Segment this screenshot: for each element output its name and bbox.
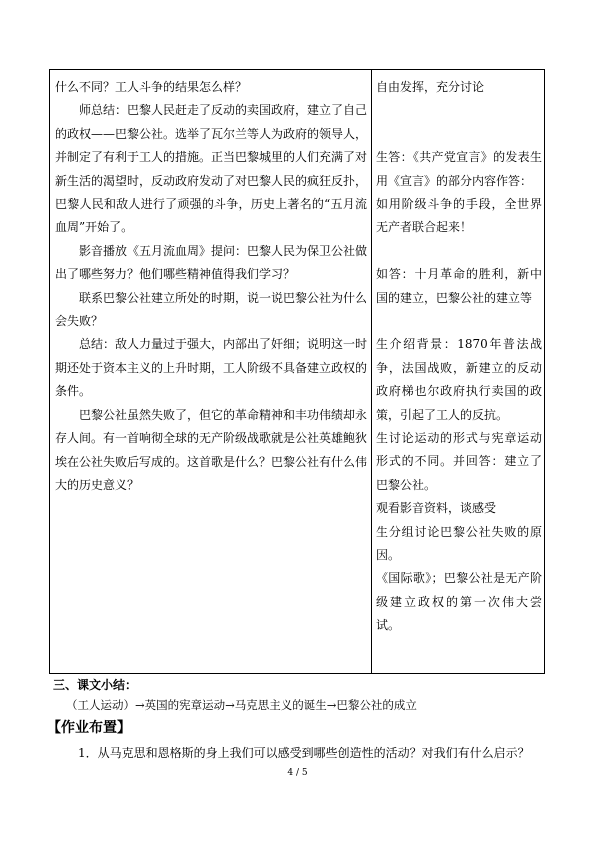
homework-heading: 【作业布置】 bbox=[47, 720, 131, 736]
lesson-table bbox=[49, 69, 545, 674]
right-paragraph: 生介绍背景：1870年普法战争，法国战败，新建立的反动政府梯也尔政府执行卖国的政策，引起了工人的反抗。 bbox=[376, 337, 542, 422]
spacer bbox=[376, 310, 542, 333]
right-paragraph: 如答：十月革命的胜利，新中国的建立，巴黎公社的建立等 bbox=[376, 267, 542, 305]
column-divider bbox=[371, 70, 372, 673]
spacer bbox=[376, 240, 542, 263]
left-paragraph: 巴黎公社虽然失败了，但它的革命精神和丰功伟绩却永存人间。有一首响彻全球的无产阶级战歌就是公社英雄鲍狄埃在公社失败后写成的。这首歌是什么？巴黎公社有什么伟大的历史意义？ bbox=[55, 407, 368, 492]
summary-title: 三、课文小结： bbox=[53, 678, 138, 692]
right-paragraph: 生讨论运动的形式与宪章运动形式的不同。并回答：建立了巴黎公社。 bbox=[376, 431, 542, 492]
spacer bbox=[376, 99, 542, 122]
teacher-activity-column bbox=[55, 76, 367, 497]
summary-text: （工人运动）→英国的宪章运动→马克思主义的诞生→巴黎公社的成立 bbox=[66, 698, 417, 712]
right-paragraph: 如用阶级斗争的手段，全世界无产者联合起来！ bbox=[376, 197, 542, 235]
left-paragraph: 总结：敌人力量过于强大，内部出了奸细；说明这一时期还处于资本主义的上升时期，工人阶级不具备建立政权的条件。 bbox=[55, 337, 368, 399]
page-number: 4 / 5 bbox=[287, 768, 308, 778]
homework-item: 1．从马克思和恩格斯的身上我们可以感受到哪些创造性的活动？对我们有什么启示？ bbox=[78, 746, 530, 760]
spacer bbox=[376, 123, 542, 146]
right-paragraph: 生分组讨论巴黎公社失败的原因。 bbox=[376, 524, 542, 563]
right-paragraph: 生答：《共产党宣言》的发表生用《宣言》的部分内容作答： bbox=[376, 150, 542, 188]
left-paragraph: 师总结：巴黎人民赶走了反动的卖国政府，建立了自己的政权——巴黎公社。选举了瓦尔兰等人为政府的领导人，并制定了有利于工人的措施。正当巴黎城里的人们充满了对新生活的渴望时，反动政府发动了对巴黎人民的疯狂反扑，巴黎人民和敌人进行了顽强的斗争，历史上著名的“五月流血周”开始了。 bbox=[55, 103, 368, 235]
left-paragraph: 什么不同？工人斗争的结果怎么样？ bbox=[55, 80, 248, 94]
right-paragraph: 《国际歌》；巴黎公社是无产阶级建立政权的第一次伟大尝试。 bbox=[376, 571, 542, 633]
student-activity-column bbox=[376, 76, 542, 638]
left-paragraph: 联系巴黎公社建立所处的时期，说一说巴黎公社为什么会失败？ bbox=[55, 290, 368, 329]
right-paragraph: 观看影音资料，谈感受 bbox=[376, 501, 497, 516]
left-paragraph: 影音播放《五月流血周》提问：巴黎人民为保卫公社做出了哪些努力？他们哪些精神值得我们学习？ bbox=[55, 243, 368, 282]
right-paragraph: 自由发挥，充分讨论 bbox=[376, 80, 485, 94]
